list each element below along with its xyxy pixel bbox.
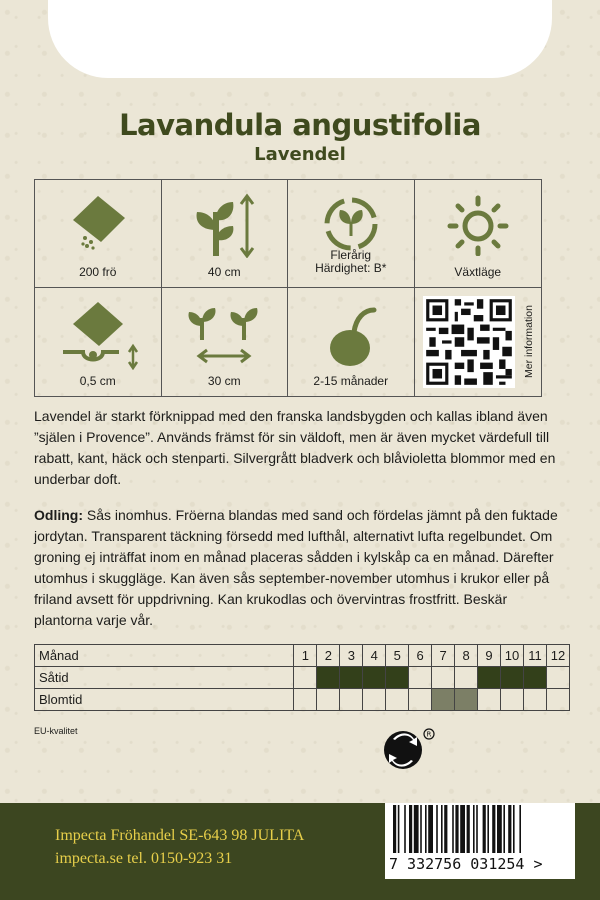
sowing-cell bbox=[409, 667, 432, 689]
barcode-number: 7 332756 031254 > bbox=[389, 855, 543, 873]
barcode-bar bbox=[393, 805, 396, 853]
svg-text:R: R bbox=[426, 730, 432, 739]
info-grid bbox=[34, 179, 542, 397]
month-7: 7 bbox=[432, 645, 455, 667]
calendar-row-sowing bbox=[35, 667, 570, 689]
sowing-cell bbox=[523, 667, 546, 689]
sowing-cell bbox=[546, 667, 569, 689]
barcode-bar bbox=[460, 805, 465, 853]
more-information-label: Mer information bbox=[523, 305, 535, 379]
sowing-cell bbox=[317, 667, 340, 689]
month-1: 1 bbox=[294, 645, 317, 667]
sowing-depth-label: 0,5 cm bbox=[79, 374, 116, 388]
germination-label: 2-15 månader bbox=[313, 374, 389, 388]
sowing-time-label: Såtid bbox=[35, 667, 294, 689]
month-8: 8 bbox=[455, 645, 478, 667]
sowing-calendar bbox=[34, 644, 570, 711]
spacing-label: 30 cm bbox=[207, 374, 241, 388]
barcode-bar bbox=[404, 805, 406, 853]
germination-time-icon bbox=[316, 300, 386, 370]
calendar-row-flowering bbox=[35, 689, 570, 711]
green-dot-recycle-icon bbox=[383, 726, 439, 772]
barcode-bar bbox=[414, 805, 419, 853]
barcode-bar bbox=[467, 805, 470, 853]
position-label: Växtläge bbox=[454, 265, 502, 279]
footer-contact: impecta.se tel. 0150-923 31 bbox=[55, 850, 233, 867]
flowering-cell bbox=[317, 689, 340, 711]
calendar-header-row bbox=[35, 645, 570, 667]
info-cell-qr[interactable] bbox=[415, 288, 542, 396]
height-label: 40 cm bbox=[207, 265, 241, 279]
barcode-bar bbox=[483, 805, 486, 853]
flowering-cell bbox=[546, 689, 569, 711]
month-12: 12 bbox=[546, 645, 569, 667]
footer-address: Impecta Fröhandel SE-643 98 JULITA bbox=[55, 827, 305, 844]
plant-height-icon bbox=[189, 192, 259, 258]
sowing-cell bbox=[478, 667, 501, 689]
seed-packet-icon bbox=[63, 192, 133, 256]
month-4: 4 bbox=[363, 645, 386, 667]
flowering-cell bbox=[478, 689, 501, 711]
sowing-cell bbox=[340, 667, 363, 689]
info-cell-seed-count bbox=[35, 180, 162, 288]
month-11: 11 bbox=[523, 645, 546, 667]
flowering-cell bbox=[363, 689, 386, 711]
sowing-cell bbox=[363, 667, 386, 689]
perennial-label: Flerårig Härdighet: B* bbox=[315, 248, 387, 275]
hang-slot-cutout bbox=[48, 0, 552, 78]
page-subtitle: Lavendel bbox=[254, 144, 346, 165]
description-text: Lavendel är starkt förknippad med den franska landsbygden och kallas ibland även ”själen i Provence”. Används främst för sin väldoft, men är även mycket värdefull till rabatt, kant, häck och stenparti. Silvergrått bladverk och blåvioletta blommor med en underbar doft. bbox=[34, 408, 556, 487]
month-6: 6 bbox=[409, 645, 432, 667]
month-2: 2 bbox=[317, 645, 340, 667]
flowering-cell bbox=[340, 689, 363, 711]
perennial-cycle-icon bbox=[316, 192, 386, 256]
plant-spacing-icon bbox=[181, 300, 267, 370]
page-title: Lavandula angustifolia bbox=[119, 108, 481, 142]
sowing-cell bbox=[455, 667, 478, 689]
info-cell-position bbox=[415, 180, 542, 288]
flowering-cell bbox=[455, 689, 478, 711]
sowing-cell bbox=[432, 667, 455, 689]
info-cell-spacing bbox=[162, 288, 289, 396]
info-cell-perennial bbox=[288, 180, 415, 288]
sowing-depth-icon bbox=[53, 300, 143, 370]
barcode-bar bbox=[519, 805, 521, 853]
barcode-bar bbox=[508, 805, 511, 853]
month-9: 9 bbox=[478, 645, 501, 667]
sowing-cell bbox=[294, 667, 317, 689]
barcode-bar bbox=[513, 805, 515, 853]
flowering-time-label: Blomtid bbox=[35, 689, 294, 711]
barcode-bar bbox=[425, 805, 427, 853]
barcode-bar bbox=[444, 805, 447, 853]
month-5: 5 bbox=[386, 645, 409, 667]
info-cell-germination bbox=[288, 288, 415, 396]
month-10: 10 bbox=[501, 645, 524, 667]
barcode-bar bbox=[420, 805, 422, 853]
sowing-cell bbox=[386, 667, 409, 689]
seed-count-label: 200 frö bbox=[79, 265, 117, 279]
barcode-bar bbox=[428, 805, 433, 853]
barcode-bar bbox=[492, 805, 495, 853]
info-cell-sowing-depth bbox=[35, 288, 162, 396]
flowering-cell bbox=[432, 689, 455, 711]
barcode-bar bbox=[487, 805, 489, 853]
barcode-bar bbox=[441, 805, 443, 853]
barcode-bar bbox=[473, 805, 475, 853]
qr-code-icon[interactable] bbox=[423, 296, 515, 388]
barcode-bar bbox=[409, 805, 412, 853]
eu-quality-label: EU-kvalitet bbox=[34, 726, 78, 736]
barcode-bar bbox=[398, 805, 400, 853]
barcode-bar bbox=[497, 805, 502, 853]
cultivation-section bbox=[34, 505, 568, 631]
barcode-bar bbox=[436, 805, 438, 853]
flowering-cell bbox=[386, 689, 409, 711]
flowering-cell bbox=[523, 689, 546, 711]
month-3: 3 bbox=[340, 645, 363, 667]
cultivation-text: Sås inomhus. Fröerna blandas med sand och fördelas jämnt på den fuktade jordytan. Transparent täckning försedd med lufthål, alternativt lufta regelbundet. Om groning ej inträffat inom en månad placeras sådden i kylskåp ca en månad. Därefter utomhus i skuggläge. Kan även sås september-november utomhus i krukor eller på friland avsett för uppdrivning. Kan krukodlas och övervintras frostfritt. Beskär plantorna varje vår. bbox=[34, 507, 558, 628]
barcode-bar bbox=[503, 805, 505, 853]
flowering-cell bbox=[501, 689, 524, 711]
sowing-cell bbox=[501, 667, 524, 689]
flowering-cell bbox=[294, 689, 317, 711]
calendar-month-label: Månad bbox=[35, 645, 294, 667]
barcode-bar bbox=[476, 805, 478, 853]
barcode-bar bbox=[452, 805, 454, 853]
flowering-cell bbox=[409, 689, 432, 711]
sun-icon bbox=[443, 192, 513, 256]
info-cell-height bbox=[162, 180, 289, 288]
cultivation-heading: Odling: bbox=[34, 507, 83, 523]
barcode-bar bbox=[455, 805, 458, 853]
